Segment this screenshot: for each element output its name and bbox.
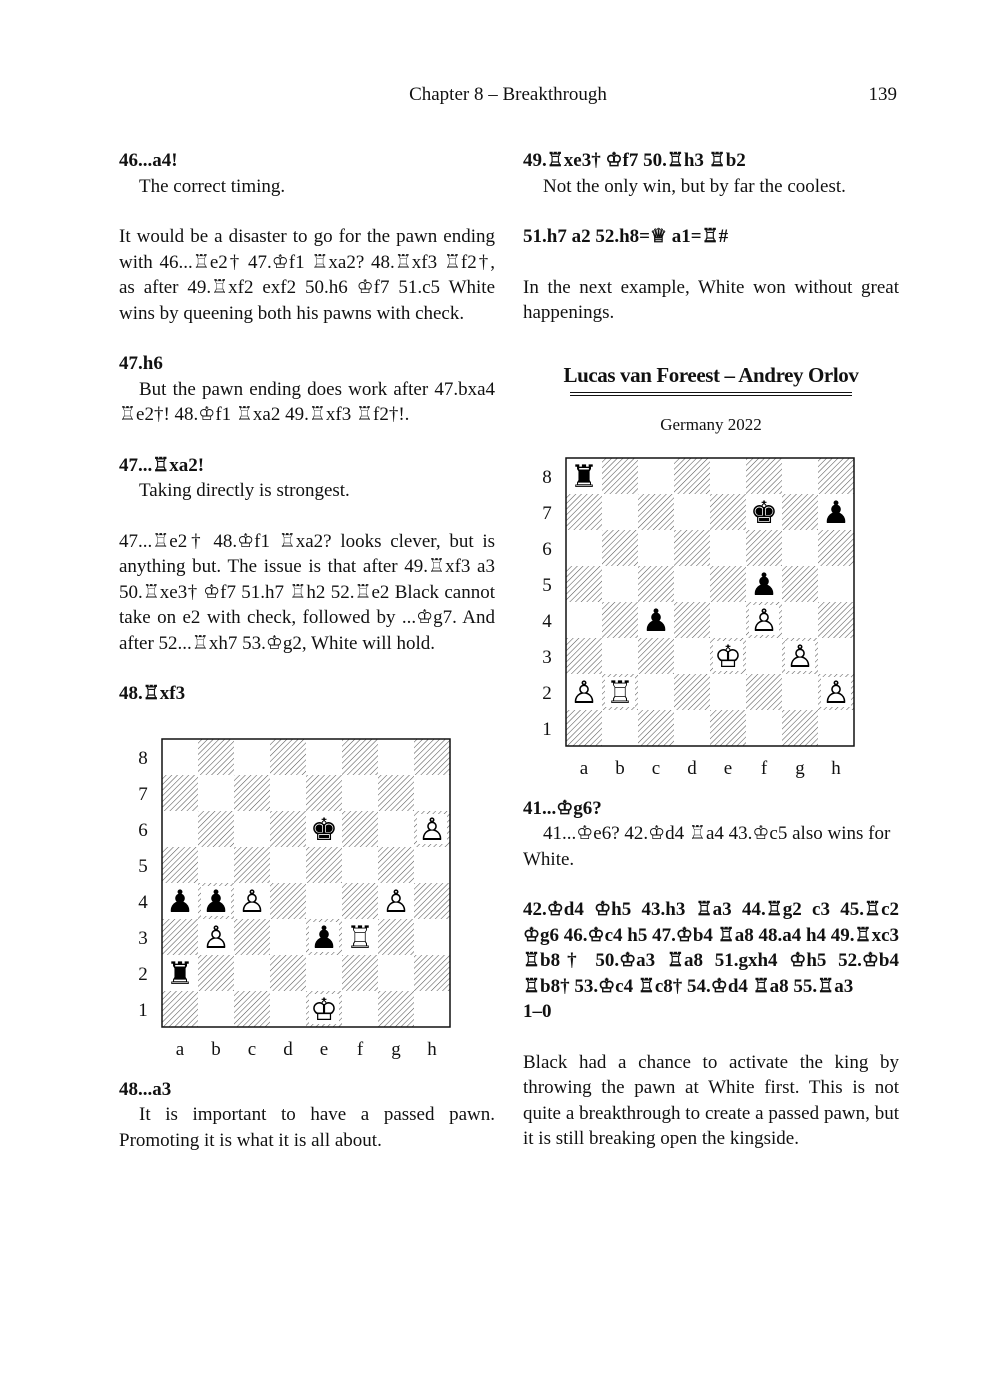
board-square-g7 (782, 494, 818, 530)
board-square-b3 (602, 638, 638, 674)
rank-label: 1 (542, 718, 552, 740)
board-square-f1 (746, 710, 782, 746)
file-label: h (427, 1038, 437, 1060)
file-label: d (687, 757, 697, 779)
board-square-d4 (270, 883, 306, 919)
chess-piece-c4: ♙ (238, 883, 266, 920)
board-square-f2 (746, 674, 782, 710)
chess-diagram-1 (119, 737, 495, 1077)
file-label: d (283, 1038, 293, 1060)
file-label: g (391, 1038, 401, 1060)
chess-piece-g3: ♙ (786, 638, 814, 675)
board-square-f8 (746, 458, 782, 494)
board-square-c7 (234, 775, 270, 811)
board-square-d2 (270, 955, 306, 991)
move-line: 46...a4! (119, 150, 178, 171)
board-square-g2 (378, 955, 414, 991)
file-label: b (615, 757, 625, 779)
board-square-d2 (674, 674, 710, 710)
rank-label: 4 (542, 610, 552, 632)
chess-piece-a2: ♙ (570, 674, 598, 711)
board-square-a6 (162, 811, 198, 847)
board-square-f6 (342, 811, 378, 847)
rank-label: 6 (138, 819, 148, 841)
board-square-f8 (342, 739, 378, 775)
board-square-g4 (782, 602, 818, 638)
board-square-h1 (818, 710, 854, 746)
file-label: e (723, 757, 733, 779)
board-square-g3 (378, 919, 414, 955)
board-square-b4 (602, 602, 638, 638)
chess-piece-b3: ♙ (202, 919, 230, 956)
game-event: Germany 2022 (660, 415, 762, 434)
chapter-title: Chapter 8 – Breakthrough (409, 84, 607, 105)
move-line: 47...♖xa2! (119, 454, 205, 476)
chess-piece-a8: ♜ (570, 458, 598, 495)
board-square-g7 (378, 775, 414, 811)
board-square-e6 (710, 530, 746, 566)
right-column (523, 148, 899, 1152)
board-square-d8 (270, 739, 306, 775)
board-square-d3 (674, 638, 710, 674)
paragraph: Black had a chance to activate the king by throwing the pawn at White first. This is not quite a breakthrough to create a passed pawn, but it is still breaking open the kingside. (523, 1051, 899, 1149)
rank-label: 3 (542, 646, 552, 668)
board-square-h8 (818, 458, 854, 494)
file-label: f (760, 757, 768, 779)
board-square-b7 (198, 775, 234, 811)
file-label: e (319, 1038, 329, 1060)
board-square-b6 (602, 530, 638, 566)
chess-diagram-2 (523, 456, 899, 796)
file-label: g (795, 757, 805, 779)
board-square-h4 (818, 602, 854, 638)
board-square-c3 (234, 919, 270, 955)
file-label: a (579, 757, 589, 779)
board-square-a5 (566, 566, 602, 602)
board-square-a3 (162, 919, 198, 955)
board-square-h5 (414, 847, 450, 883)
board-square-e4 (710, 602, 746, 638)
board-square-h3 (818, 638, 854, 674)
chess-piece-c4: ♟ (642, 602, 670, 639)
page-number: 139 (868, 84, 897, 105)
move-line: 48...a3 (119, 1078, 172, 1100)
rank-label: 1 (138, 999, 148, 1021)
chess-board (523, 456, 899, 796)
move-line: 41...♔g6? (523, 797, 602, 819)
board-square-h4 (414, 883, 450, 919)
chess-piece-b4: ♟ (202, 883, 230, 920)
board-square-e4 (306, 883, 342, 919)
board-square-d7 (674, 494, 710, 530)
game-title: Lucas van Foreest – Andrey Orlov (563, 362, 859, 387)
board-square-e1 (710, 710, 746, 746)
move-comment: It is important to have a passed pawn. Promoting it is what it is all about. (119, 1104, 495, 1151)
board-square-c7 (638, 494, 674, 530)
board-square-e8 (710, 458, 746, 494)
board-square-a8 (162, 739, 198, 775)
board-square-a4 (566, 602, 602, 638)
board-square-f5 (342, 847, 378, 883)
board-square-f1 (342, 991, 378, 1027)
move-comment: Not the only win, but by far the coolest. (543, 175, 846, 197)
chess-piece-e3: ♟ (310, 919, 338, 956)
board-square-a1 (162, 991, 198, 1027)
board-square-d5 (674, 566, 710, 602)
board-square-c6 (234, 811, 270, 847)
chess-piece-g4: ♙ (382, 883, 410, 920)
rank-label: 8 (542, 466, 552, 488)
board-square-d7 (270, 775, 306, 811)
move-line: 42.♔d4 ♔h5 43.h3 ♖a3 44.♖g2 c3 45.♖c2 ♔g6 46.♔c4 h5 47.♔b4 ♖a8 48.a4 h4 49.♖xc3 ♖b8† 50.♔a3 ♖a8 51.gxh4 ♔h5 52.♔b4 ♖b8† 53.♔c4 ♖c8† 54.♔d4 ♖a8 55.♖a3 (523, 899, 899, 997)
move-comment: Taking directly is strongest. (139, 480, 350, 501)
title-underline (570, 392, 852, 396)
board-square-c2 (638, 674, 674, 710)
chess-piece-f3: ♖ (346, 919, 374, 956)
rank-label: 2 (138, 963, 148, 985)
board-square-e8 (306, 739, 342, 775)
board-square-b5 (198, 847, 234, 883)
board-square-c2 (234, 955, 270, 991)
board-square-g2 (782, 674, 818, 710)
board-square-g8 (782, 458, 818, 494)
board-square-f7 (342, 775, 378, 811)
rank-label: 7 (138, 783, 148, 805)
board-square-a7 (162, 775, 198, 811)
chess-piece-e3: ♔ (714, 638, 742, 675)
board-square-b7 (602, 494, 638, 530)
board-square-h7 (414, 775, 450, 811)
board-square-g8 (378, 739, 414, 775)
rank-label: 6 (542, 538, 552, 560)
chess-piece-h6: ♙ (418, 811, 446, 848)
board-square-d5 (270, 847, 306, 883)
board-square-b8 (198, 739, 234, 775)
board-square-a1 (566, 710, 602, 746)
move-comment: But the pawn ending does work after 47.bxa4 ♖e2†! 48.♔f1 ♖xa2 49.♖xf3 ♖f2†!. (119, 378, 495, 425)
board-square-d4 (674, 602, 710, 638)
board-square-f3 (746, 638, 782, 674)
board-square-c1 (234, 991, 270, 1027)
move-line: 48.♖xf3 (119, 683, 186, 704)
board-square-g5 (782, 566, 818, 602)
move-comment: 41...♔e6? 42.♔d4 ♖a4 43.♔c5 also wins for White. (523, 823, 891, 870)
rank-label: 7 (542, 502, 552, 524)
board-square-d1 (270, 991, 306, 1027)
board-square-g1 (378, 991, 414, 1027)
board-square-d3 (270, 919, 306, 955)
board-square-c1 (638, 710, 674, 746)
paragraph: 47...♖e2† 48.♔f1 ♖xa2? looks clever, but is anything but. The issue is that after 49.♖xf3 a3 50.♖xe3† ♔f7 51.h7 ♖h2 52.♖e2 Black cannot take on e2 with check, followed by ...♔g7. And after 52...♖xh7 53.♔g2, White will hold. (119, 530, 495, 654)
board-square-a6 (566, 530, 602, 566)
board-square-d6 (270, 811, 306, 847)
board-square-d6 (674, 530, 710, 566)
board-square-h6 (818, 530, 854, 566)
chess-piece-f4: ♙ (750, 602, 778, 639)
move-line: 49.♖xe3† ♔f7 50.♖h3 ♖b2 (523, 150, 746, 171)
chess-piece-a4: ♟ (166, 883, 194, 920)
board-square-b6 (198, 811, 234, 847)
board-square-e5 (710, 566, 746, 602)
chess-piece-f5: ♟ (750, 566, 778, 603)
board-square-h2 (414, 955, 450, 991)
rank-label: 2 (542, 682, 552, 704)
chess-piece-b2: ♖ (606, 674, 634, 711)
board-square-d1 (674, 710, 710, 746)
board-square-c8 (234, 739, 270, 775)
paragraph: It would be a disaster to go for the pawn ending with 46...♖e2† 47.♔f1 ♖xa2? 48.♖xf3 ♖f2†, as after 49.♖xf2 exf2 50.h6 ♔f7 51.c5 White wins by queening both his pawns with check. (119, 226, 495, 324)
board-square-e2 (306, 955, 342, 991)
board-square-g6 (782, 530, 818, 566)
move-line: 47.h6 (119, 353, 163, 374)
file-label: c (651, 757, 661, 779)
chess-board (119, 737, 495, 1077)
board-square-e7 (710, 494, 746, 530)
board-square-c5 (638, 566, 674, 602)
board-square-g6 (378, 811, 414, 847)
move-comment: The correct timing. (139, 175, 286, 197)
board-square-h1 (414, 991, 450, 1027)
board-square-c8 (638, 458, 674, 494)
page-header (0, 84, 1000, 114)
chess-piece-h7: ♟ (822, 494, 850, 531)
chess-piece-e1: ♔ (310, 991, 338, 1028)
board-square-f6 (746, 530, 782, 566)
board-square-c3 (638, 638, 674, 674)
board-square-e5 (306, 847, 342, 883)
file-label: h (831, 757, 841, 779)
board-square-d8 (674, 458, 710, 494)
chess-piece-h2: ♙ (822, 674, 850, 711)
board-square-b5 (602, 566, 638, 602)
rank-label: 3 (138, 927, 148, 949)
board-square-h3 (414, 919, 450, 955)
board-square-e2 (710, 674, 746, 710)
board-square-e7 (306, 775, 342, 811)
board-square-c5 (234, 847, 270, 883)
board-square-b2 (198, 955, 234, 991)
chess-piece-a2: ♜ (166, 955, 194, 992)
board-square-f2 (342, 955, 378, 991)
left-column (119, 148, 495, 1153)
board-square-h8 (414, 739, 450, 775)
board-square-a3 (566, 638, 602, 674)
board-square-b1 (602, 710, 638, 746)
game-result: 1–0 (523, 1001, 552, 1022)
board-square-g5 (378, 847, 414, 883)
move-line: 51.h7 a2 52.h8=♕ a1=♖# (523, 226, 729, 247)
board-square-a5 (162, 847, 198, 883)
board-square-a7 (566, 494, 602, 530)
board-square-f4 (342, 883, 378, 919)
paragraph: In the next example, White won without great happenings. (523, 276, 899, 323)
board-square-b8 (602, 458, 638, 494)
file-label: f (356, 1038, 364, 1060)
board-square-g1 (782, 710, 818, 746)
rank-label: 4 (138, 891, 148, 913)
file-label: a (175, 1038, 185, 1060)
file-label: c (247, 1038, 257, 1060)
board-square-h5 (818, 566, 854, 602)
board-square-b1 (198, 991, 234, 1027)
rank-label: 5 (542, 574, 552, 596)
rank-label: 8 (138, 747, 148, 769)
chess-piece-f7: ♚ (750, 494, 778, 531)
chess-piece-e6: ♚ (310, 811, 338, 848)
file-label: b (211, 1038, 221, 1060)
rank-label: 5 (138, 855, 148, 877)
board-square-c6 (638, 530, 674, 566)
